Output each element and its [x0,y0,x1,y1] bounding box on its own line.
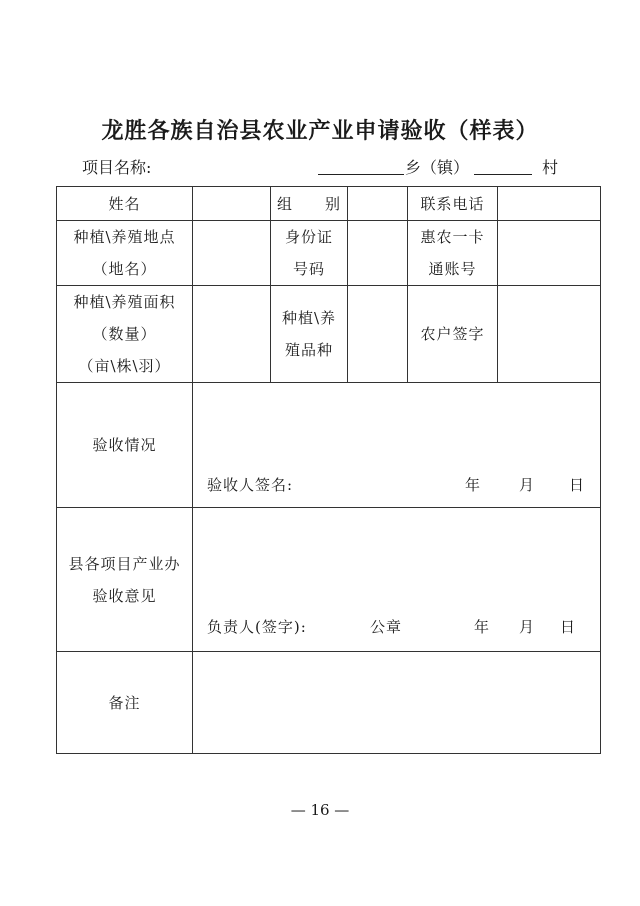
location-label-cell [57,221,193,286]
page-number: — 16 — [290,801,350,819]
document-title: 龙胜各族自治县农业产业申请验收（样表） [101,118,539,144]
county-opinion-label-line1: 县各项目产业办 [68,554,181,573]
account-label-line2: 通账号 [428,260,477,278]
acceptance-label-cell [57,383,193,508]
opinion-year-label: 年 [474,618,491,636]
location-label-line2: （地名） [92,260,157,278]
area-label-cell [57,286,193,383]
form-row-remarks [57,652,601,754]
remarks-content-cell [193,652,601,754]
id-label-line1: 身份证 [284,228,333,246]
form-row-acceptance [57,383,601,508]
area-label-line3: （亩\株\羽） [78,357,171,375]
area-value-cell [193,286,271,383]
township-blank-line [318,174,404,175]
village-blank-line [474,174,532,175]
township-label: 乡（镇） [405,158,470,177]
phone-label-cell [408,187,498,221]
form-row-name [57,187,601,221]
name-label-cell [57,187,193,221]
farmer-sign-label-cell [408,286,498,383]
location-label-line1: 种植\养殖地点 [73,228,176,246]
account-label-line1: 惠农一卡 [420,228,485,246]
variety-value-cell [348,286,408,383]
application-form-table [56,186,601,754]
inspector-day-label: 日 [569,476,586,494]
opinion-day-label: 日 [560,618,577,636]
opinion-month-label: 月 [519,618,536,636]
county-opinion-label-cell [57,508,193,652]
inspector-month-label: 月 [519,476,536,494]
variety-label-line2: 殖品种 [284,341,333,359]
phone-value-cell [498,187,601,221]
group-value-cell [348,187,408,221]
account-label-cell [408,221,498,286]
acceptance-content-cell [193,383,601,508]
area-label-line1: 种植\养殖面积 [73,293,176,311]
group-label: 组 别 [276,194,341,213]
form-row-county-opinion [57,508,601,652]
variety-label-cell [271,286,348,383]
variety-label-line1: 种植\养 [281,309,337,327]
seal-label: 公章 [370,618,403,636]
name-label: 姓名 [108,194,141,213]
phone-label: 联系电话 [420,194,485,213]
county-opinion-content-cell [193,508,601,652]
name-value-cell [193,187,271,221]
id-label-cell [271,221,348,286]
inspector-year-label: 年 [465,476,482,494]
group-label-cell [271,187,348,221]
remarks-label: 备注 [108,693,141,712]
county-opinion-label-line2: 验收意见 [92,586,157,605]
form-row-area [57,286,601,383]
project-name-label: 项目名称: [82,158,152,177]
acceptance-label: 验收情况 [92,436,157,454]
village-label: 村 [542,158,559,177]
account-value-cell [498,221,601,286]
form-row-location [57,221,601,286]
id-label-line2: 号码 [292,260,325,278]
remarks-label-cell [57,652,193,754]
location-value-cell [193,221,271,286]
responsible-sign-label: 负责人(签字): [207,618,307,636]
id-value-cell [348,221,408,286]
farmer-sign-value-cell [498,286,601,383]
farmer-sign-label: 农户签字 [420,325,485,343]
area-label-line2: （数量） [92,325,157,343]
inspector-sign-label: 验收人签名: [207,476,294,494]
